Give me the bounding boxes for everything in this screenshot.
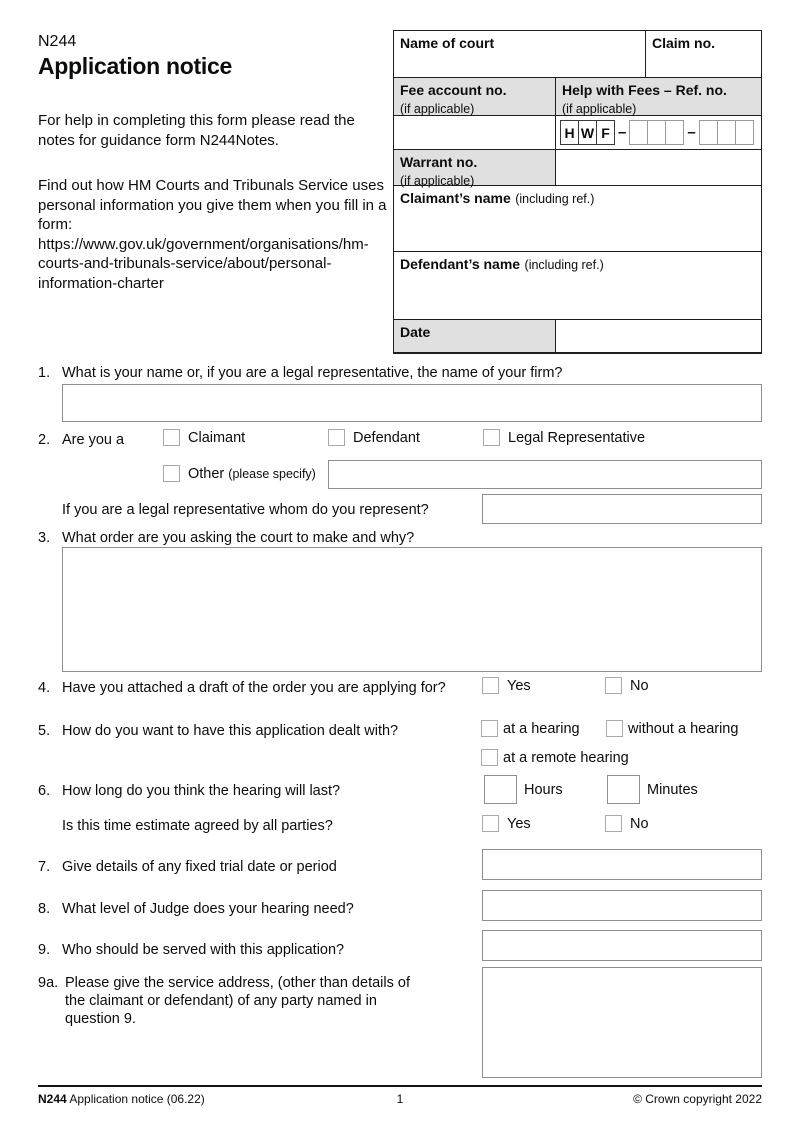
question-4 [38,679,478,697]
q6-no-label: No [630,815,649,832]
footer-divider [38,1085,762,1087]
claimant-checkbox[interactable] [163,429,180,446]
q2-option-defendant [328,429,420,446]
warrant-note: (if applicable) [400,174,475,188]
q5-option-without-a-hearing [606,720,738,737]
q8-judge-level-input[interactable] [482,890,762,921]
question-7 [38,858,458,876]
claimant-label: Claimant’s name [400,190,511,206]
minutes-label: Minutes [647,781,698,798]
page-title: Application notice [38,53,232,79]
footer-form-reference: N244 Application notice (06.22) [38,1092,205,1106]
date-field[interactable] [556,320,761,352]
hwf-digit-cell[interactable] [699,120,718,145]
question-7-number: 7. [38,859,51,875]
row-claimant [394,185,761,251]
footer-copyright: © Crown copyright 2022 [633,1092,762,1106]
q7-trial-date-input[interactable] [482,849,762,880]
defendant-label: Defendant’s name [400,256,521,272]
hwf-digit-cell[interactable] [717,120,736,145]
warrant-no-field[interactable] [556,150,761,185]
claim-no-label: Claim no. [652,35,716,51]
q4-yes-checkbox[interactable] [482,677,499,694]
name-of-court-label: Name of court [400,35,495,51]
minutes-input[interactable] [607,775,640,804]
hours-label: Hours [524,781,563,798]
q6-sub-question [62,817,462,835]
q1-name-input[interactable] [62,384,762,422]
question-9-number: 9. [38,942,51,958]
at-a-remote-hearing-checkbox[interactable] [481,749,498,766]
q9a-service-address-textarea[interactable] [482,967,762,1078]
defendant-note: (including ref.) [524,258,604,272]
defendant-checkbox-label: Defendant [353,429,420,446]
claimant-note: (including ref.) [515,192,595,206]
q4-option-no [605,677,649,694]
q5-option-at-a-hearing [481,720,580,737]
q4-no-label: No [630,677,649,694]
q6-option-yes [482,815,531,832]
claimant-name-field[interactable] [394,186,761,251]
q6-option-no [605,815,649,832]
hwf-digit-cell[interactable] [629,120,648,145]
hwf-prefix-group [560,120,615,145]
question-8-text: What level of Judge does your hearing need? [62,901,354,917]
row-name-of-court [394,31,761,77]
question-8-number: 8. [38,901,51,917]
question-9a [38,974,418,1028]
claim-no-field[interactable] [646,31,761,77]
q4-no-checkbox[interactable] [605,677,622,694]
hwf-digit-group-1 [629,120,684,145]
q6-hours-group [484,775,563,804]
question-4-text: Have you attached a draft of the order you are applying for? [62,680,446,696]
hwf-dash: – [687,124,696,141]
at-a-remote-hearing-label: at a remote hearing [503,749,629,766]
warrant-label-cell [394,150,556,188]
other-checkbox[interactable] [163,465,180,482]
warrant-label: Warrant no. [400,154,478,170]
question-2-text: Are you a [62,432,125,448]
hwf-label-cell [556,78,761,115]
footer-page-number: 1 [396,1092,404,1106]
hwf-digit-cell[interactable] [665,120,684,145]
legal-representative-checkbox-label: Legal Representative [508,429,646,446]
row-fee-hwf-labels [394,77,761,115]
q5-option-at-a-remote-hearing [481,749,629,766]
q9-served-input[interactable] [482,930,762,961]
question-9a-number: 9a. [38,975,59,991]
hours-input[interactable] [484,775,517,804]
question-6-text: How long do you think the hearing will last? [62,783,341,799]
hwf-label: Help with Fees – Ref. no. [562,82,727,98]
date-label-cell [394,320,556,352]
question-3-text: What order are you asking the court to make and why? [62,530,415,546]
without-a-hearing-checkbox[interactable] [606,720,623,737]
question-5-number: 5. [38,723,51,739]
question-7-text: Give details of any fixed trial date or period [62,859,337,875]
question-3 [38,529,762,547]
hwf-digit-cell[interactable] [647,120,666,145]
question-6-number: 6. [38,783,51,799]
question-9a-text: Please give the service address, (other than details of the claimant or defendant) of any party named in question 9. [65,975,410,1027]
question-9-text: Who should be served with this application? [62,942,345,958]
q2-represent-input[interactable] [482,494,762,524]
q2-option-claimant [163,429,245,446]
q6-yes-label: Yes [507,815,531,832]
hwf-dash: – [618,124,627,141]
question-1-number: 1. [38,365,51,381]
q6-minutes-group [607,775,698,804]
question-5-text: How do you want to have this application dealt with? [62,723,399,739]
question-2-number: 2. [38,432,51,448]
court-details-table [393,30,762,354]
q4-option-yes [482,677,531,694]
fee-account-note: (if applicable) [400,102,475,116]
name-of-court-field[interactable] [394,31,646,77]
hwf-digit-cell[interactable] [735,120,754,145]
other-checkbox-label: Other (please specify) [188,465,316,482]
question-2 [38,431,178,449]
q4-yes-label: Yes [507,677,531,694]
fee-account-label: Fee account no. [400,82,507,98]
row-fee-hwf-inputs [394,115,761,149]
q2-option-legal-representative [483,429,645,446]
question-8 [38,900,458,918]
hwf-note: (if applicable) [562,102,637,116]
help-text: For help in completing this form please read the notes for guidance form N244Notes. [38,112,355,149]
question-5 [38,722,478,740]
other-checkbox-note: (please specify) [228,466,316,481]
question-9 [38,941,458,959]
defendant-checkbox[interactable] [328,429,345,446]
q6-no-checkbox[interactable] [605,815,622,832]
fee-account-field[interactable] [394,116,556,149]
question-4-number: 4. [38,680,51,696]
question-1-text: What is your name or, if you are a legal representative, the name of your firm? [62,365,563,381]
claimant-checkbox-label: Claimant [188,429,246,446]
hwf-digit-group-2 [699,120,754,145]
privacy-text: Find out how HM Courts and Tribunals Service uses personal information you give them when you fill in a form: https://www.gov.uk/government/organisations/hm-courts-and-tribunals-service/about/personal-information-charter [38,177,387,292]
q2-representative-question [62,501,472,519]
row-defendant [394,251,761,319]
hwf-letter-f: F [596,120,615,145]
legal-representative-checkbox[interactable] [483,429,500,446]
defendant-name-field[interactable] [394,252,761,319]
row-warrant [394,149,761,188]
form-code: N244 [38,33,77,50]
q2-other-input[interactable] [328,460,762,489]
at-a-hearing-checkbox[interactable] [481,720,498,737]
hwf-letter-h: H [560,120,579,145]
at-a-hearing-label: at a hearing [503,720,580,737]
fee-account-label-cell [394,78,556,115]
hwf-letter-w: W [578,120,597,145]
q2-representative-question-text: If you are a legal representative whom do you represent? [62,502,429,518]
q2-option-other [163,465,316,482]
date-label: Date [400,324,431,340]
q3-order-textarea[interactable] [62,547,762,672]
question-6 [38,782,458,800]
q6-yes-checkbox[interactable] [482,815,499,832]
question-1 [38,364,762,382]
without-a-hearing-label: without a hearing [628,720,739,737]
q6-sub-question-text: Is this time estimate agreed by all parties? [62,818,333,834]
question-3-number: 3. [38,530,51,546]
row-date [394,319,761,352]
hwf-reference-field [556,116,761,149]
